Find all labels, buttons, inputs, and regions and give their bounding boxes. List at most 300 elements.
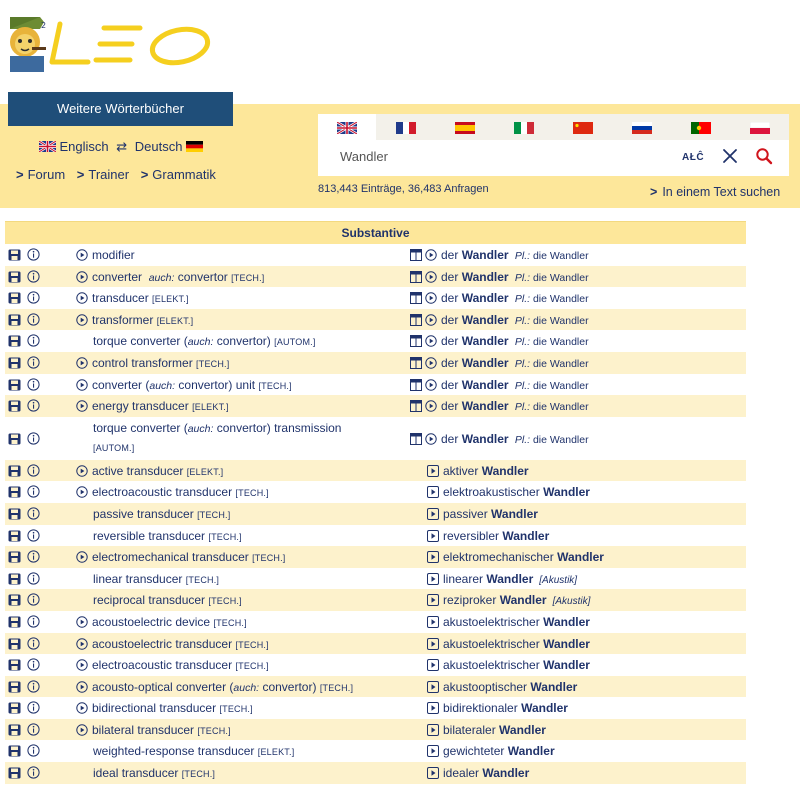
play-audio-icon[interactable] [427,723,443,737]
subject-label: [TECH.] [319,682,354,693]
search-icon[interactable] [755,147,773,165]
german-entry[interactable] [410,378,589,392]
save-icon[interactable] [8,357,21,369]
play-audio-icon[interactable] [425,313,441,327]
german-entry[interactable] [427,464,529,478]
english-entry[interactable] [76,464,223,478]
english-entry[interactable] [76,723,231,737]
save-icon[interactable] [8,400,21,412]
inflection-table-icon[interactable] [410,248,425,262]
play-audio-icon[interactable] [76,248,92,262]
info-icon[interactable] [27,658,40,671]
plural-info [512,293,589,305]
play-audio-icon[interactable] [427,615,443,629]
close-icon[interactable] [721,147,739,165]
language-pair-selector[interactable] [0,139,242,155]
save-icon[interactable] [8,681,21,693]
german-entry[interactable] [410,270,589,284]
english-term: active transducer [92,463,184,478]
inflection-table-icon[interactable] [410,270,425,284]
german-headword: Wandler [543,636,590,651]
german-adjective: linearer [443,571,484,586]
play-audio-icon[interactable] [76,270,92,284]
german-headword: Wandler [461,377,509,392]
play-audio-icon[interactable] [76,550,92,564]
chevron-right-icon: > [76,167,85,182]
text-search-label: In einem Text suchen [662,185,781,199]
info-icon[interactable] [27,701,40,714]
english-term: modifier [92,248,135,262]
swap-languages-icon[interactable]: ⇄ [116,139,128,154]
play-audio-icon[interactable] [427,637,443,651]
variant-label: auch: [187,422,214,435]
flag-ru-icon [632,122,652,134]
english-variant: convertor) [216,334,271,349]
plural-form: die Wandler [532,357,589,370]
subject-label: [TECH.] [252,553,286,564]
play-audio-icon[interactable] [76,680,92,694]
play-audio-icon[interactable] [427,593,443,607]
play-audio-icon[interactable] [425,334,441,348]
nav-trainer-link[interactable]: Trainer [88,167,130,182]
german-entry[interactable] [427,744,555,758]
save-icon[interactable] [8,551,21,563]
table-row [5,352,746,374]
play-audio-icon[interactable] [427,680,443,694]
section-header: Substantive [5,221,746,244]
tab-portuguese[interactable] [672,114,730,140]
play-audio-icon[interactable] [76,399,92,413]
subject-label: [TECH.] [197,725,231,736]
table-row [5,309,746,331]
german-entry[interactable] [427,701,568,715]
plural-label: Pl.: [514,314,531,327]
table-row [5,676,746,698]
german-entry[interactable] [410,291,589,305]
german-article: der [441,377,459,392]
save-icon[interactable] [8,573,21,585]
english-entry[interactable] [76,378,292,392]
lion-mascot-icon [10,17,46,72]
german-headword: Wandler [461,291,509,306]
plural-label: Pl.: [514,433,531,446]
flag-it-icon [514,122,534,134]
table-row [5,568,746,590]
german-entry[interactable] [427,680,577,694]
table-row [5,589,746,611]
english-term: ideal transducer [93,766,179,781]
flag-de-icon [186,141,203,152]
results-rows [5,244,746,784]
save-icon[interactable] [8,659,21,671]
german-entry[interactable] [427,723,546,737]
english-term: reversible transducer [93,528,206,543]
info-icon[interactable] [27,399,40,412]
plural-info [512,358,589,370]
tab-chinese[interactable] [554,114,612,140]
play-audio-icon[interactable] [425,270,441,284]
tab-spanish[interactable] [436,114,494,140]
info-icon[interactable] [27,615,40,628]
english-entry[interactable] [93,507,230,521]
variant-label: auch: [233,681,260,694]
info-icon[interactable] [27,550,40,563]
english-term: acoustoelectric transducer [92,636,233,651]
english-entry[interactable] [93,744,294,758]
play-audio-icon[interactable] [76,378,92,392]
svg-text:2: 2 [41,21,47,30]
save-icon[interactable] [8,486,21,498]
play-audio-icon[interactable] [76,723,92,737]
english-term: weighted-response transducer [93,744,255,759]
play-audio-icon[interactable] [76,356,92,370]
german-headword: Wandler [461,312,509,327]
info-icon[interactable] [27,356,40,369]
table-row [5,266,746,288]
english-term: control transformer [92,355,193,370]
play-audio-icon[interactable] [427,507,443,521]
play-audio-icon[interactable] [427,766,443,780]
plural-form: die Wandler [532,271,589,284]
nav-grammar-link[interactable]: Grammatik [152,167,216,182]
save-icon[interactable] [8,508,21,520]
play-audio-icon[interactable] [425,291,441,305]
table-row [5,460,746,482]
german-adjective: bilateraler [443,722,496,737]
german-headword: Wandler [461,269,509,284]
german-entry[interactable] [427,485,590,499]
info-icon[interactable] [27,744,40,757]
table-row [5,330,746,352]
plural-form: die Wandler [532,433,589,446]
subject-label: [ELEKT.] [152,294,189,305]
plural-label: Pl.: [514,271,531,284]
plural-info [512,434,589,446]
english-entry[interactable] [76,291,189,305]
play-audio-icon[interactable] [76,701,92,715]
german-article: der [441,355,459,370]
german-entry[interactable] [427,593,590,607]
leo-logo[interactable] [8,14,218,72]
table-row [5,287,746,309]
save-icon[interactable] [8,530,21,542]
tab-french[interactable] [377,114,435,140]
info-icon[interactable] [27,248,40,261]
subject-label: [TECH.] [235,639,269,650]
play-audio-icon[interactable] [427,658,443,672]
english-term: torque converter ( [93,420,188,435]
more-dictionaries-button[interactable]: Weitere Wörterbücher [8,92,233,126]
info-icon[interactable] [27,529,40,542]
subject-label: [TECH.] [213,617,247,628]
german-entry[interactable] [427,615,590,629]
german-entry[interactable] [427,766,529,780]
plural-label: Pl.: [514,401,531,414]
english-term: passive transducer [93,506,194,521]
german-entry[interactable] [427,507,538,521]
tab-russian[interactable] [613,114,671,140]
subject-label: [TECH.] [196,358,230,369]
subject-label: [TECH.] [181,769,216,780]
german-entry[interactable] [410,399,589,413]
tab-polish[interactable] [731,114,789,140]
play-audio-icon[interactable] [427,550,443,564]
save-icon[interactable] [8,335,21,347]
german-adjective: passiver [443,506,488,521]
german-entry[interactable] [427,637,590,651]
plural-info [512,336,589,348]
german-entry[interactable] [427,529,549,543]
english-term: acoustoelectric device [92,614,211,629]
english-term: acousto-optical converter ( [92,679,234,694]
info-icon[interactable] [27,637,40,650]
play-audio-icon[interactable] [425,356,441,370]
german-entry[interactable] [410,432,589,446]
nav-forum-link[interactable]: Forum [27,167,66,182]
english-entry[interactable] [93,419,383,457]
usage-label: [Akustik] [539,574,578,586]
usage-label: [Akustik] [552,596,591,608]
save-icon[interactable] [8,314,21,326]
english-term: torque converter ( [93,334,188,349]
save-icon[interactable] [8,616,21,628]
info-icon[interactable] [27,766,40,779]
plural-label: Pl.: [514,293,531,306]
english-entry[interactable] [76,399,229,413]
info-icon[interactable] [27,432,40,445]
german-article: der [441,248,459,262]
german-article: der [441,312,459,327]
info-icon[interactable] [27,680,40,693]
table-row [5,546,746,568]
play-audio-icon[interactable] [76,658,92,672]
english-term: converter ( [92,377,150,392]
english-entry[interactable] [76,680,353,694]
german-entry[interactable] [410,313,589,327]
english-entry[interactable] [76,550,286,564]
save-icon[interactable] [8,271,21,283]
english-entry[interactable] [93,572,219,586]
german-headword: Wandler [461,399,509,414]
plural-info [512,380,589,392]
play-audio-icon[interactable] [76,615,92,629]
english-variant: convertor) [262,679,317,694]
search-input[interactable]: Wandler [340,149,388,164]
plural-form: die Wandler [532,314,589,327]
german-headword: Wandler [491,506,538,521]
english-term: linear transducer [93,571,183,586]
dictionary-stats: 813,443 Einträge, 36,483 Anfragen [318,183,489,195]
tab-english[interactable] [318,114,376,140]
plural-form: die Wandler [532,336,589,349]
english-entry[interactable] [76,356,229,370]
info-icon[interactable] [27,378,40,391]
inflection-table-icon[interactable] [410,334,425,348]
save-icon[interactable] [8,379,21,391]
play-audio-icon[interactable] [425,378,441,392]
lang-to-label: Deutsch [134,139,183,154]
text-search-link[interactable] [650,185,780,199]
plural-info [512,315,589,327]
subject-label: [TECH.] [231,272,265,283]
german-headword: Wandler [461,431,509,446]
play-audio-icon[interactable] [427,701,443,715]
variant-label: auch: [149,379,176,392]
plural-label: Pl.: [514,336,531,349]
english-variant: convertor) transmission [216,420,342,435]
info-icon[interactable] [27,270,40,283]
german-headword: Wandler [543,614,590,629]
english-entry[interactable] [76,313,193,327]
german-adjective: akustoelektrischer [443,636,540,651]
german-adjective: elektroakustischer [443,485,540,500]
play-audio-icon[interactable] [427,464,443,478]
play-audio-icon[interactable] [427,572,443,586]
subject-label: [TECH.] [258,380,292,391]
info-icon[interactable] [27,572,40,585]
subject-label: [TECH.] [235,661,269,672]
special-characters-toggle[interactable]: AŁĈ [682,152,705,163]
german-headword: Wandler [499,722,546,737]
subject-label: [TECH.] [185,574,220,585]
lang-from-label: Englisch [59,139,109,154]
chevron-right-icon: > [140,167,149,182]
play-audio-icon[interactable] [425,399,441,413]
inflection-table-icon[interactable] [410,432,425,446]
save-icon[interactable] [8,724,21,736]
german-entry[interactable] [410,356,589,370]
info-icon[interactable] [27,723,40,736]
info-icon[interactable] [27,313,40,326]
flag-uk-icon [337,122,357,134]
table-row [5,654,746,676]
plural-info [512,272,589,284]
save-icon[interactable] [8,292,21,304]
plural-form: die Wandler [532,379,589,392]
flag-pl-icon [750,122,770,134]
subject-label: [TECH.] [208,596,242,607]
save-icon[interactable] [8,702,21,714]
dictionary-flag-tabs [318,114,789,140]
secondary-nav [16,167,216,182]
save-icon[interactable] [8,767,21,779]
subject-label: [AUTOM.] [274,337,316,348]
table-row [5,525,746,547]
english-term: transducer [92,291,149,306]
german-entry[interactable] [427,550,604,564]
info-icon[interactable] [27,485,40,498]
english-entry[interactable] [76,270,265,284]
plural-form: die Wandler [532,250,589,262]
plural-info [512,250,589,262]
table-row [5,697,746,719]
inflection-table-icon[interactable] [410,378,425,392]
subject-label: [TECH.] [197,509,231,520]
german-headword: Wandler [521,701,568,716]
german-entry[interactable] [410,248,589,262]
chevron-right-icon: > [650,185,658,199]
variant-label: auch: [148,271,175,284]
german-entry[interactable] [427,658,590,672]
table-row [5,762,746,784]
table-row [5,244,746,266]
german-entry[interactable] [427,572,577,586]
play-audio-icon[interactable] [76,485,92,499]
english-entry[interactable] [76,615,247,629]
save-icon[interactable] [8,465,21,477]
english-term: energy transducer [92,399,189,414]
english-entry[interactable] [76,658,269,672]
table-row [5,633,746,655]
english-entry[interactable] [93,766,215,780]
play-audio-icon[interactable] [425,248,441,262]
english-entry[interactable] [76,485,269,499]
info-icon[interactable] [27,464,40,477]
leo-logo-graphic [8,14,218,72]
info-icon[interactable] [27,507,40,520]
table-row [5,395,746,417]
flag-es-icon [455,122,475,134]
english-entry[interactable] [93,334,316,348]
table-row [5,719,746,741]
info-icon[interactable] [27,334,40,347]
play-audio-icon[interactable] [427,744,443,758]
save-icon[interactable] [8,638,21,650]
german-headword: Wandler [543,485,590,500]
english-entry[interactable] [76,248,135,262]
german-adjective: reversibler [443,528,500,543]
german-entry[interactable] [410,334,589,348]
inflection-table-icon[interactable] [410,313,425,327]
english-entry[interactable] [76,637,269,651]
flag-uk-icon [39,141,56,152]
inflection-table-icon[interactable] [410,399,425,413]
save-icon[interactable] [8,433,21,445]
table-row [5,503,746,525]
english-entry[interactable] [93,593,242,607]
german-article: der [441,431,459,446]
play-audio-icon[interactable] [427,485,443,499]
chevron-right-icon: > [16,167,24,182]
subject-label: [AUTOM.] [93,442,135,453]
german-headword: Wandler [482,766,530,781]
save-icon[interactable] [8,594,21,606]
play-audio-icon[interactable] [76,637,92,651]
info-icon[interactable] [27,291,40,304]
play-audio-icon[interactable] [76,313,92,327]
german-headword: Wandler [557,550,604,565]
info-icon[interactable] [27,593,40,606]
german-headword: Wandler [543,658,590,673]
english-variant: convertor [177,269,228,284]
subject-label: [TECH.] [235,488,269,499]
german-headword: Wandler [486,571,534,586]
english-entry[interactable] [93,529,242,543]
english-entry[interactable] [76,701,253,715]
play-audio-icon[interactable] [425,432,441,446]
german-article: der [441,269,459,284]
tab-italian[interactable] [495,114,553,140]
plural-label: Pl.: [514,379,531,392]
play-audio-icon[interactable] [76,291,92,305]
inflection-table-icon[interactable] [410,356,425,370]
save-icon[interactable] [8,249,21,261]
table-row [5,417,746,460]
play-audio-icon[interactable] [427,529,443,543]
save-icon[interactable] [8,745,21,757]
inflection-table-icon[interactable] [410,291,425,305]
play-audio-icon[interactable] [76,464,92,478]
